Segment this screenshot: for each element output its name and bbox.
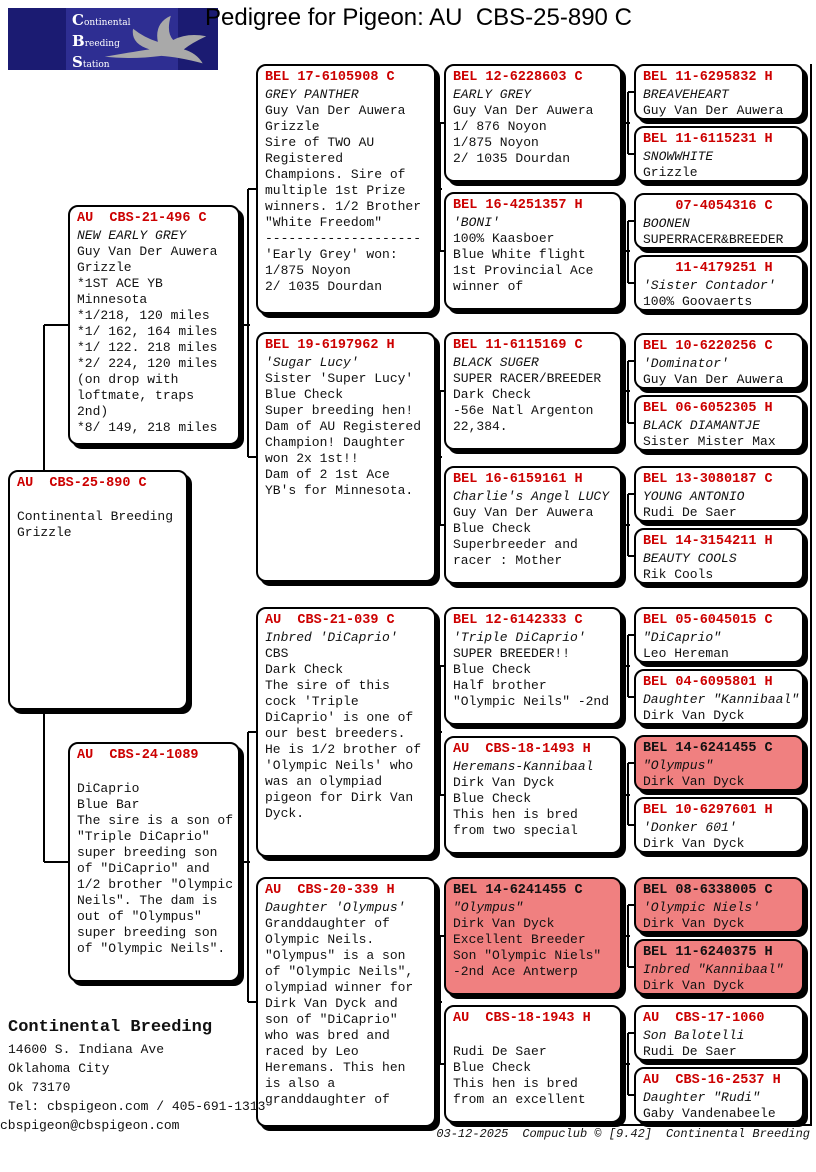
info-line: Dirk Van Dyck	[453, 775, 555, 790]
pigeon-name: YOUNG ANTONIO	[643, 489, 745, 504]
pigeon-name: BLACK DIAMANTJE	[643, 418, 761, 433]
info-line: He is 1/2 brother of	[265, 742, 422, 757]
logo-word-continental: Continental	[72, 11, 131, 29]
info-line: Blue Check	[453, 1060, 532, 1075]
info-line: *1ST ACE YB	[77, 276, 163, 291]
connector-line	[248, 456, 256, 458]
info-line: Dyck.	[265, 806, 305, 821]
ring-number: AU CBS-16-2537 H	[643, 1073, 781, 1088]
pedigree-box-gen3-3[interactable]	[256, 877, 436, 1127]
ring-number: AU CBS-24-1089	[77, 748, 199, 763]
ring-number: BEL 12-6142333 C	[453, 613, 583, 628]
ring-number: BEL 14-3154211 H	[643, 534, 773, 549]
print-credit: Continental Breeding	[665, 1127, 810, 1141]
info-line: won 2x 1st!!	[265, 451, 359, 466]
info-line: *2/ 224, 120 miles	[77, 356, 218, 371]
info-line: CBS	[265, 646, 289, 661]
pigeon-name	[17, 493, 185, 509]
info-line: Grizzle	[643, 165, 698, 180]
info-line: Rudi De Saer	[453, 1044, 547, 1059]
info-line: of "Olympic Neils",	[265, 964, 414, 979]
info-line: from an excellent	[453, 1092, 586, 1107]
pedigree-box-gen5-11[interactable]	[634, 797, 804, 853]
info-line: out of "Olympus"	[77, 909, 202, 924]
loft-logo	[8, 8, 218, 70]
info-line: 100% Goovaerts	[643, 294, 753, 309]
logo-word-breeding: Breeding	[72, 32, 120, 50]
info-line: super breeding son	[77, 925, 218, 940]
info-line: Grizzle	[265, 119, 320, 134]
info-line: Superbreeder and	[453, 537, 578, 552]
email-line: cbspigeon@cbspigeon.com	[0, 1118, 180, 1133]
info-line: Dirk Van Dyck	[643, 916, 745, 931]
print-date: 03-12-2025	[436, 1127, 509, 1141]
loft-name: Continental Breeding	[8, 1018, 213, 1037]
loft-contact-block	[0, 1016, 266, 1135]
info-line: was an olympiad	[265, 774, 383, 789]
connector-line	[528, 1124, 812, 1126]
print-info	[422, 1127, 810, 1141]
info-line: Dirk Van Dyck	[453, 916, 555, 931]
info-line: *1/ 122. 218 miles	[77, 340, 218, 355]
info-line: Continental Breeding	[17, 509, 174, 524]
info-line: 100% Kaasboer	[453, 231, 555, 246]
info-line: Blue Check	[453, 791, 532, 806]
info-line: Gaby Vandenabeele	[643, 1106, 776, 1121]
connector-line	[248, 731, 256, 733]
info-line: Dam of 2 1st Ace	[265, 467, 390, 482]
info-line: -2nd Ace Antwerp	[453, 964, 578, 979]
connector-line	[627, 221, 629, 283]
pigeon-name	[77, 765, 237, 781]
pigeon-name: Inbred "Kannibaal"	[643, 962, 784, 977]
pedigree-box-gen4-3[interactable]	[444, 466, 622, 584]
ring-number: BEL 16-6159161 H	[453, 472, 583, 487]
ring-number: BEL 19-6197962 H	[265, 338, 395, 353]
info-line: The sire is a son of	[77, 813, 234, 828]
pedigree-box-gen5-12[interactable]	[634, 877, 804, 933]
ring-number: BEL 04-6095801 H	[643, 675, 773, 690]
ring-number: BEL 10-6220256 C	[643, 339, 773, 354]
info-line: 'Early Grey' won:	[265, 247, 398, 262]
pigeon-name: GREY PANTHER	[265, 87, 359, 102]
pedigree-box-gen3-0[interactable]	[256, 64, 436, 314]
info-line: who was bred and	[265, 1028, 390, 1043]
ring-number: AU CBS-25-890 C	[17, 476, 147, 491]
info-line: "Triple DiCaprio"	[77, 829, 210, 844]
pigeon-name: Inbred 'DiCaprio'	[265, 630, 398, 645]
ring-number: BEL 14-6241455 C	[643, 741, 773, 756]
info-line: Registered	[265, 151, 344, 166]
pigeon-name: 'Donker 601'	[643, 820, 737, 835]
info-line: This hen is bred	[453, 1076, 578, 1091]
ring-number: AU CBS-21-496 C	[77, 211, 207, 226]
ring-number: BEL 13-3080187 C	[643, 472, 773, 487]
ring-number: 11-4179251 H	[643, 261, 773, 276]
info-line: "Olympic Neils" -2nd	[453, 694, 610, 709]
pedigree-box-gen5-2[interactable]	[634, 193, 804, 249]
info-line: Rik Cools	[643, 567, 714, 582]
info-line: Granddaughter of	[265, 916, 390, 931]
software-version: Compuclub © [9.42]	[522, 1127, 652, 1141]
info-line: Son "Olympic Niels"	[453, 948, 602, 963]
info-line: The sire of this	[265, 678, 390, 693]
info-line: Rudi De Saer	[643, 1044, 737, 1059]
info-line: son of "DiCaprio"	[265, 1012, 398, 1027]
pigeon-name: Daughter 'Olympus'	[265, 900, 406, 915]
connector-line	[439, 391, 441, 525]
pedigree-box-gen5-7[interactable]	[634, 528, 804, 584]
connector-line	[44, 861, 68, 863]
pedigree-box-gen5-5[interactable]	[634, 395, 804, 451]
connector-line	[439, 936, 441, 1064]
info-line: "Olympus" is a son	[265, 948, 406, 963]
info-line: Dirk Van Dyck	[643, 836, 745, 851]
info-line: granddaughter of	[265, 1092, 390, 1107]
info-line: 'Olympic Neils' who	[265, 758, 414, 773]
info-line: Dirk Van Dyck and	[265, 996, 398, 1011]
pigeon-name: 'Triple DiCaprio'	[453, 630, 586, 645]
info-line: Super breeding hen!	[265, 403, 414, 418]
pedigree-box-gen5-10[interactable]	[634, 735, 804, 791]
address-line: Ok 73170	[8, 1080, 71, 1095]
info-line: is also a	[265, 1076, 336, 1091]
info-line: multiple 1st Prize	[265, 183, 406, 198]
connector-line	[627, 92, 629, 154]
address-line: 14600 S. Indiana Ave	[8, 1042, 165, 1057]
pigeon-name: 'Dominator'	[643, 356, 729, 371]
pigeon-name: SNOWWHITE	[643, 149, 714, 164]
info-line: racer : Mother	[453, 553, 563, 568]
pedigree-box-gen5-14[interactable]	[634, 1005, 804, 1061]
logo-text	[72, 11, 130, 70]
info-line: Leo Hereman	[643, 646, 729, 661]
ring-number: BEL 17-6105908 C	[265, 70, 395, 85]
connector-line	[248, 1001, 256, 1003]
ring-number: AU CBS-20-339 H	[265, 883, 395, 898]
info-line: YB's for Minnesota.	[265, 483, 414, 498]
pigeon-name: BOONEN	[643, 216, 690, 231]
ring-number: AU CBS-18-1943 H	[453, 1011, 591, 1026]
pigeon-name: Daughter "Kannibaal"	[643, 692, 800, 707]
pedigree-box-gen4-2[interactable]	[444, 332, 622, 450]
info-line: (on drop with	[77, 372, 179, 387]
connector-line	[43, 325, 45, 470]
ring-number: BEL 08-6338005 C	[643, 883, 773, 898]
pigeon-name: Daughter "Rudi"	[643, 1090, 761, 1105]
logo-word-station: Station	[72, 53, 110, 70]
info-line: Heremans. This hen	[265, 1060, 406, 1075]
connector-line	[439, 123, 441, 251]
connector-line	[44, 324, 68, 326]
connector-line	[627, 763, 629, 825]
pigeon-name: "Olympus"	[453, 900, 524, 915]
info-line: of "Olympic Neils".	[77, 941, 226, 956]
pedigree-box-gen4-0[interactable]	[444, 64, 622, 182]
info-line: 2/ 1035 Dourdan	[453, 151, 571, 166]
info-line: Olympic Neils.	[265, 932, 375, 947]
ring-number: AU CBS-21-039 C	[265, 613, 395, 628]
info-line: Guy Van Der Auwera	[643, 103, 784, 118]
info-line: Dark Check	[265, 662, 344, 677]
info-line: Dirk Van Dyck	[643, 774, 745, 789]
connector-line	[627, 494, 629, 556]
info-line: 2/ 1035 Dourdan	[265, 279, 383, 294]
ring-number: BEL 11-6115169 C	[453, 338, 583, 353]
info-line: Dark Check	[453, 387, 532, 402]
info-line: Grizzle	[77, 260, 132, 275]
info-line: of "DiCaprio" and	[77, 861, 210, 876]
page-title: Pedigree for Pigeon: AU CBS-25-890 C	[205, 4, 632, 31]
connector-line	[43, 710, 45, 862]
ring-number: BEL 11-6115231 H	[643, 132, 773, 147]
pigeon-name: 'BONI'	[453, 215, 500, 230]
pigeon-name: EARLY GREY	[453, 87, 532, 102]
pedigree-box-gen3-2[interactable]	[256, 607, 436, 857]
ring-number: BEL 06-6052305 H	[643, 401, 773, 416]
info-line: 1st Provincial Ace	[453, 263, 594, 278]
pedigree-box-gen5-15[interactable]	[634, 1067, 804, 1123]
info-line: 1/2 brother "Olympic	[77, 877, 234, 892]
ring-number: BEL 11-6295832 H	[643, 70, 773, 85]
info-line: Champion! Daughter	[265, 435, 406, 450]
pedigree-box-gen5-9[interactable]	[634, 669, 804, 725]
info-line: winner of	[453, 279, 524, 294]
pigeon-name: 'Sugar Lucy'	[265, 355, 359, 370]
info-line: super breeding son	[77, 845, 218, 860]
info-line: Rudi De Saer	[643, 505, 737, 520]
info-line: Guy Van Der Auwera	[265, 103, 406, 118]
info-line: Sister Mister Max	[643, 434, 776, 449]
pigeon-name: NEW EARLY GREY	[77, 228, 187, 243]
info-line: DiCaprio' is one of	[265, 710, 414, 725]
connector-line	[627, 361, 629, 423]
info-line: Grizzle	[17, 525, 72, 540]
info-line: winners. 1/2 Brother	[265, 199, 422, 214]
ring-number: AU CBS-17-1060	[643, 1011, 765, 1026]
pedigree-box-gen5-8[interactable]	[634, 607, 804, 663]
pedigree-box-gen4-5[interactable]	[444, 736, 622, 854]
info-line: Dam of AU Registered	[265, 419, 422, 434]
info-line: cock 'Triple	[265, 694, 359, 709]
info-line: *8/ 149, 218 miles	[77, 420, 218, 435]
ring-number: BEL 14-6241455 C	[453, 883, 583, 898]
connector-line	[810, 64, 812, 1126]
pedigree-box-gen5-4[interactable]	[634, 333, 804, 389]
info-line: -56e Natl Argenton	[453, 403, 594, 418]
info-line: Blue Check	[453, 521, 532, 536]
pigeon-name	[453, 1028, 619, 1044]
pedigree-box-gen5-6[interactable]	[634, 466, 804, 522]
connector-line	[627, 635, 629, 697]
ring-number: BEL 12-6228603 C	[453, 70, 583, 85]
pigeon-name: 'Olympic Niels'	[643, 900, 761, 915]
info-line: loftmate, traps	[77, 388, 195, 403]
pedigree-box-gen4-4[interactable]	[444, 607, 622, 725]
info-line: olympiad winner for	[265, 980, 414, 995]
pigeon-name: Charlie's Angel LUCY	[453, 489, 610, 504]
info-line: Blue Check	[265, 387, 344, 402]
pigeon-name: Heremans-Kannibaal	[453, 759, 594, 774]
info-line: SUPER RACER/BREEDER	[453, 371, 602, 386]
info-line: Guy Van Der Auwera	[643, 372, 784, 387]
connector-line	[247, 189, 249, 457]
info-line: Blue Check	[453, 662, 532, 677]
info-line: 1/875 Noyon	[453, 135, 539, 150]
info-line: Sister 'Super Lucy'	[265, 371, 414, 386]
pedigree-box-gen4-6[interactable]	[444, 877, 622, 995]
info-line: Half brother	[453, 678, 547, 693]
info-line: Champions. Sire of	[265, 167, 406, 182]
info-line: 2nd)	[77, 404, 109, 419]
info-line: Minnesota	[77, 292, 148, 307]
info-line: Sire of TWO AU	[265, 135, 375, 150]
phone-line: Tel: cbspigeon.com / 405-691-1313	[8, 1099, 266, 1114]
pigeon-name: "DiCaprio"	[643, 630, 722, 645]
info-line: Dirk Van Dyck	[643, 978, 745, 993]
ring-number: 07-4054316 C	[643, 199, 773, 214]
ring-number: AU CBS-18-1493 H	[453, 742, 591, 757]
pedigree-box-gen2-0[interactable]	[68, 205, 240, 445]
info-line: Guy Van Der Auwera	[453, 505, 594, 520]
connector-line	[247, 732, 249, 1002]
pedigree-box-gen4-1[interactable]	[444, 192, 622, 310]
pedigree-box-gen3-1[interactable]	[256, 332, 436, 582]
pigeon-name: BEAUTY COOLS	[643, 551, 737, 566]
info-line: 22,384.	[453, 419, 508, 434]
info-line: Dirk Van Dyck	[643, 708, 745, 723]
info-line: *1/ 162, 164 miles	[77, 324, 218, 339]
info-line: from two special	[453, 823, 578, 838]
info-line: SUPER BREEDER!!	[453, 646, 571, 661]
connector-line	[439, 666, 441, 795]
address-line: Oklahoma City	[8, 1061, 110, 1076]
info-line: --------------------	[265, 231, 422, 246]
ring-number: BEL 10-6297601 H	[643, 803, 773, 818]
pedigree-box-gen1-0[interactable]	[8, 470, 188, 710]
pigeon-name: Son Balotelli	[643, 1028, 745, 1043]
pigeon-name: BREAVEHEART	[643, 87, 729, 102]
ring-number: BEL 05-6045015 C	[643, 613, 773, 628]
info-line: Guy Van Der Auwera	[77, 244, 218, 259]
ring-number: BEL 11-6240375 H	[643, 945, 773, 960]
connector-line	[627, 1033, 629, 1095]
pigeon-name: 'Sister Contador'	[643, 278, 776, 293]
info-line: *1/218, 120 miles	[77, 308, 210, 323]
ring-number: BEL 16-4251357 H	[453, 198, 583, 213]
connector-line	[248, 188, 256, 190]
pedigree-box-gen5-3[interactable]	[634, 255, 804, 311]
pedigree-box-gen4-7[interactable]	[444, 1005, 622, 1123]
info-line: "White Freedom"	[265, 215, 383, 230]
pedigree-box-gen5-0[interactable]	[634, 64, 804, 120]
info-line: raced by Leo	[265, 1044, 359, 1059]
info-line: 1/ 876 Noyon	[453, 119, 547, 134]
info-line: Blue White flight	[453, 247, 586, 262]
info-line: Excellent Breeder	[453, 932, 586, 947]
info-line: DiCaprio	[77, 781, 140, 796]
connector-line	[627, 905, 629, 967]
pedigree-box-gen5-1[interactable]	[634, 126, 804, 182]
pedigree-box-gen5-13[interactable]	[634, 939, 804, 995]
info-line: 1/875 Noyon	[265, 263, 351, 278]
info-line: Blue Bar	[77, 797, 140, 812]
info-line: This hen is bred	[453, 807, 578, 822]
info-line: Guy Van Der Auwera	[453, 103, 594, 118]
pedigree-box-gen2-1[interactable]	[68, 742, 240, 982]
pigeon-name: BLACK SUGER	[453, 355, 539, 370]
info-line: Neils". The dam is	[77, 893, 218, 908]
pigeon-name: "Olympus"	[643, 758, 714, 773]
info-line: pigeon for Dirk Van	[265, 790, 414, 805]
info-line: our best breeders.	[265, 726, 406, 741]
info-line: SUPERRACER&BREEDER	[643, 232, 784, 247]
